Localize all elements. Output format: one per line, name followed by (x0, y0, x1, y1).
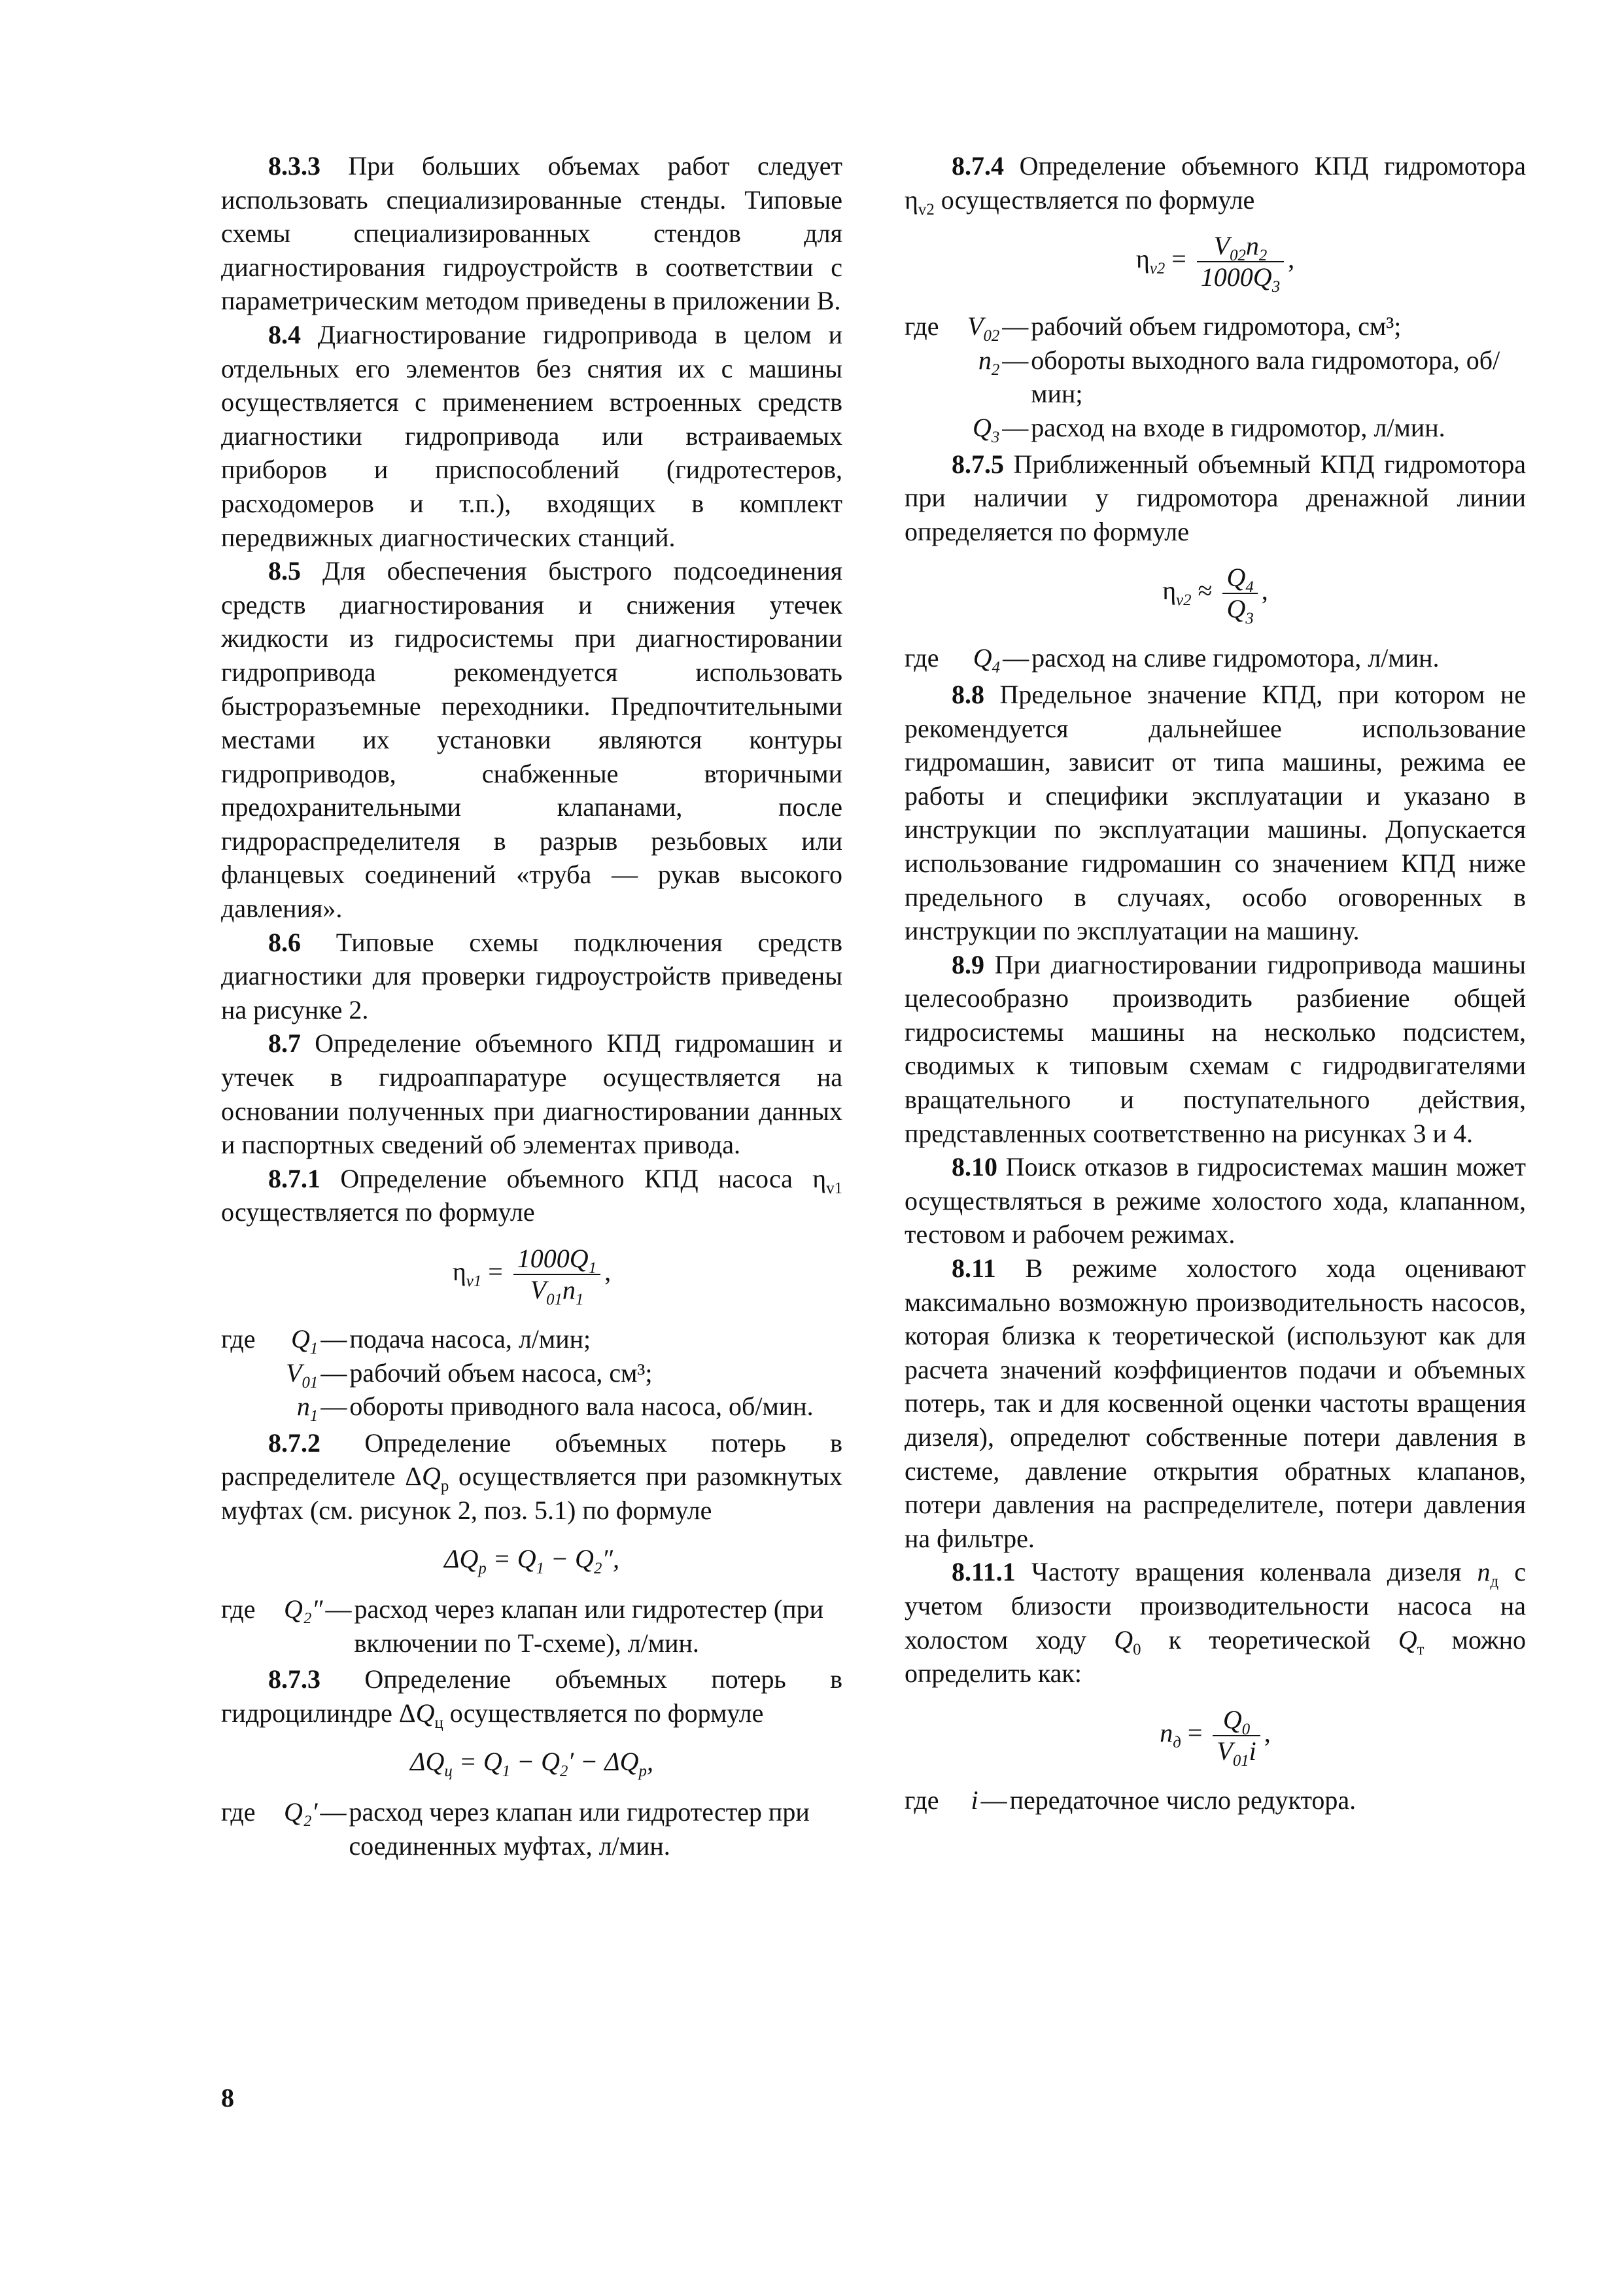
legend-cylinder (221, 1795, 842, 1863)
legend-row: где $V_{02}$ — рабочий объем гидромотора, см³; (905, 311, 1402, 345)
legend-row: где $Q_1$ — подача насоса, л/мин; (221, 1324, 591, 1358)
formula-cylinder-losses: $\Delta Q_ц = Q_1 - Q_2' - \Delta Q_р$, (410, 1746, 653, 1780)
fraction: $\frac{Q_4}{Q_3}$ (1222, 563, 1257, 624)
legend-gear (905, 1783, 1526, 1817)
legend-row: где $Q_4$ — расход на сливе гидромотора, л/мин. (905, 643, 1440, 677)
paragraph-8-7-1: 8.7.1 Определение объемного КПД насоса $\eta_{v1}$ осуществляется по формуле (221, 1163, 842, 1227)
right-column (905, 149, 1526, 1819)
legend-row: $n_1$ — обороты приводного вала насоса, об/мин. (296, 1392, 814, 1426)
legend-drain (905, 641, 1526, 675)
paragraph-8-6: 8.6 Типовые схемы подключения средств диагностики для проверки гидроустройств приведены на рисунке 2. (221, 927, 842, 1025)
legend-row: $Q_3$ — расход на входе в гидромотор, л/мин. (972, 412, 1445, 446)
legend-row: где Q₂′ — расход через клапан или гидротестер при соединенных муфтах, л/мин. (221, 1797, 810, 1861)
legend-distributor (221, 1592, 842, 1660)
page-number: 8 (221, 2083, 234, 2112)
paragraph-8-7-4: 8.7.4 Определение объемного КПД гидромотора $\eta_{v2}$ осуществляется по формуле (905, 151, 1526, 219)
paragraph-8-8: 8.8 Предельное значение КПД, при котором не рекомендуется дальнейшее использование гидромашин, зависит от типа машины, режима ее работы и специфики эксплуатации и указано в инструкции по эксплуатации машины. Допускается использование гидромашин со значением КПД ниже предельного в случаях, особо оговоренных в инструкции по эксплуатации на машину. (905, 679, 1526, 946)
formula-pump-efficiency: $\eta_{v1}$ = $\frac{1000Q_1}{V_{01}n_1}$ , (452, 1244, 612, 1308)
legend-row: $V_{01}$ — рабочий объем насоса, см³; (286, 1358, 653, 1392)
fraction: $\frac{V_{02}n_2}{1000Q_3}$ (1197, 231, 1284, 292)
fraction: $\frac{1000Q_1}{V_{01}n_1}$ (513, 1244, 600, 1305)
formula-motor-efficiency-approx: $\eta_{v2}$ ≈ $\frac{Q_4}{Q_3}$ , (1162, 563, 1268, 628)
legend-row: где i — передаточное число редуктора. (905, 1785, 1356, 1815)
paragraph-8-7: 8.7 Определение объемного КПД гидромашин и утечек в гидроаппаратуре осуществляется на основании полученных при диагностировании данных и паспортных сведений об элементах привода. (221, 1028, 842, 1160)
formula-diesel-speed: $n_д$ = $\frac{Q_0}{V_{01}i}$ , (1160, 1704, 1271, 1770)
formula-distributor-losses: $\Delta Q_р = Q_1 - Q_2''$, (443, 1543, 620, 1577)
paragraph-8-7-2: 8.7.2 Определение объемных потерь в распределителе $\Delta Q_р$ осуществляется при разомкнутых муфтах (см. рисунок 2, поз. 5.1) по формуле (221, 1428, 842, 1525)
paragraph-8-7-5: 8.7.5 Приближенный объемный КПД гидромотора при наличии у гидромотора дренажной линии определяется по формуле (905, 449, 1526, 546)
paragraph-8-7-3: 8.7.3 Определение объемных потерь в гидроцилиндре $\Delta Q_ц$ осуществляется по формуле (221, 1664, 842, 1732)
paragraph-8-11-1: 8.11.1 Частоту вращения коленвала дизеля $n_д$ с учетом близости производительности насоса на холостом ходу $Q_0$ к теоретической $Q_т$ можно определить как: (905, 1557, 1526, 1689)
legend-motor (905, 309, 1526, 444)
fraction: $\frac{Q_0}{V_{01}i}$ (1213, 1705, 1260, 1766)
legend-row: $n_2$ — обороты выходного вала гидромотора, об/мин; (978, 345, 1500, 409)
paragraph-8-10: 8.10 Поиск отказов в гидросистемах машин может осуществляться в режиме холостого хода, клапанном, тестовом и рабочем режимах. (905, 1152, 1526, 1250)
legend-row: где Q₂″ — расход через клапан или гидротестер (при включении по Т-схеме), л/мин. (221, 1594, 823, 1658)
paragraph-8-11: 8.11 В режиме холостого хода оценивают максимально возможную производительность насосов, которая близка к теоретической (используют как для расчета значений коэффициентов подачи и объемных потерь, так и для косвенной оценки частоты вращения дизеля), определют собственные потери давления в системе, давление открытия обратных клапанов, потери давления на распределителе, потери давления на фильтре. (905, 1253, 1526, 1553)
paragraph-8-5: 8.5 Для обеспечения быстрого подсоединения средств диагностирования и снижения утечек жидкости из гидросистемы при диагностировании гидропривода рекомендуется использовать быстроразъемные переходники. Предпочтительными местами их установки являются контуры гидроприводов, снабженные вторичными предохранительными клапанами, после гидрораспределителя в разрыв резьбовых или фланцевых соединений «труба — рукав высокого давления». (221, 556, 842, 924)
paragraph-8-4: 8.4 Диагностирование гидропривода в целом и отдельных его элементов без снятия их с машины осуществляется с применением встроенных средств диагностики гидропривода или встраиваемых приборов и приспособлений (гидротестеров, расходомеров и т.п.), входящих в комплект передвижных диагностических станций. (221, 319, 842, 552)
paragraph-8-3-3: 8.3.3 При больших объемах работ следует использовать специализированные стенды. Типовые схемы специализированных стендов для диагностирования гидроустройств в соответствии с параметрическим методом приведены в приложении В. (221, 151, 842, 316)
formula-motor-efficiency: $\eta_{v2}$ = $\frac{V_{02}n_2}{1000Q_3}$ , (1135, 231, 1295, 296)
left-column (221, 149, 842, 1865)
legend-pump (221, 1322, 842, 1424)
paragraph-8-9: 8.9 При диагностировании гидропривода машины целесообразно производить разбиение общей гидросистемы машины на несколько подсистем, сводимых к типовым схемам с гидродвигателями вращательного и поступательного действия, представленных соответственно на рисунках 3 и 4. (905, 949, 1526, 1148)
